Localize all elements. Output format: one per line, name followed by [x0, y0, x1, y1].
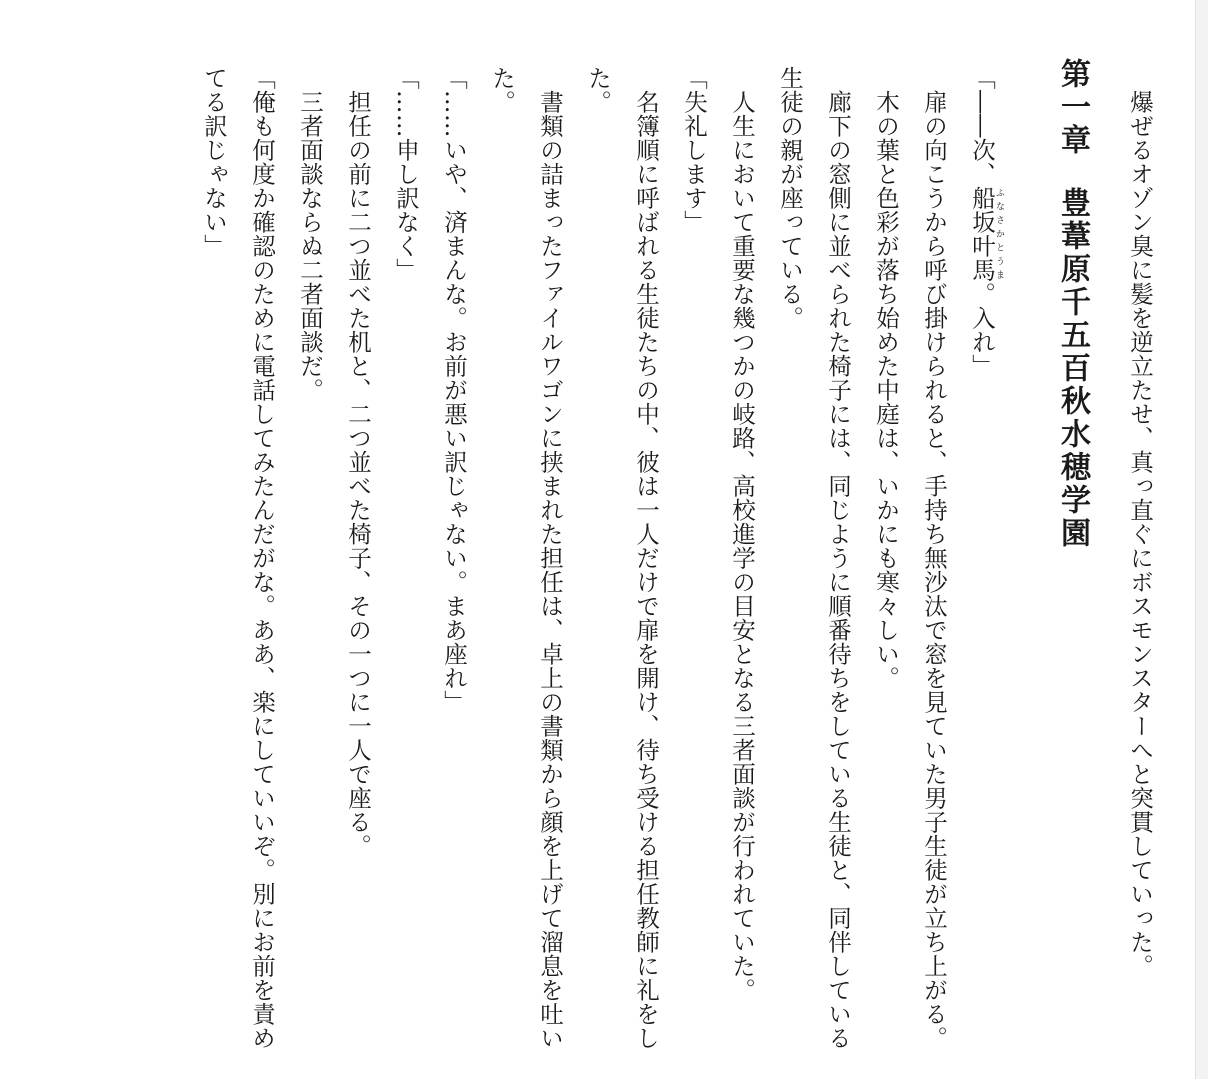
chapter-title: 豊葦原千五百秋水穂学園: [1055, 187, 1090, 550]
paragraph: 人生において重要な幾つかの岐路、高校進学の目安となる三者面談が行われていた。: [728, 89, 756, 1002]
dialogue-paragraph: 「俺も何度か確認のために電話してみたんだがな。ああ、楽にしていいぞ。別にお前を責めてる訳じゃない」: [200, 66, 276, 1050]
dialogue-paragraph: 「……いや、済まんな。お前が悪い訳じゃない。まあ座れ」: [440, 66, 468, 714]
paragraph: 書類の詰まったファイルワゴンに挟まれた担任は、卓上の書類から顔を上げて溜息を吐いた。: [488, 66, 564, 1050]
paragraph: 名簿順に呼ばれる生徒たちの中、彼は一人だけで扉を開け、待ち受ける担任教師に礼をした。: [584, 66, 660, 1050]
paragraph: 爆ぜるオゾン臭に髪を逆立たせ、真っ直ぐにボスモンスターへと突貫していった。: [1126, 89, 1154, 978]
paragraph: 木の葉と色彩が落ち始めた中庭は、いかにも寒々しい。: [872, 89, 900, 690]
scrollbar[interactable]: [1195, 0, 1208, 1079]
vertical-text-body: [190, 58, 1164, 1056]
dialogue-paragraph: 「……申し訳なく」: [392, 66, 420, 282]
dialogue-paragraph: 「――次、船坂叶馬ふなさかとうま。入れ」: [968, 66, 1004, 378]
chapter-number: 第一章: [1055, 58, 1090, 157]
chapter-heading: [1042, 58, 1102, 1056]
paragraph: 廊下の窓側に並べられた椅子には、同じように順番待ちをしている生徒と、同伴している生徒の親が座っている。: [776, 66, 852, 1050]
name-ruby: 船坂叶馬ふなさかとうま: [968, 186, 1004, 282]
paragraph: 担任の前に二つ並べた机と、二つ並べた椅子、その一つに一人で座る。: [344, 89, 372, 858]
furigana: ふなさかとうま: [994, 186, 1004, 282]
paragraph: 扉の向こうから呼び掛けられると、手持ち無沙汰で窓を見ていた男子生徒が立ち上がる。: [920, 89, 948, 1050]
paragraph: 三者面談ならぬ二者面談だ。: [296, 89, 324, 402]
dialogue-paragraph: 「失礼します」: [680, 66, 708, 234]
